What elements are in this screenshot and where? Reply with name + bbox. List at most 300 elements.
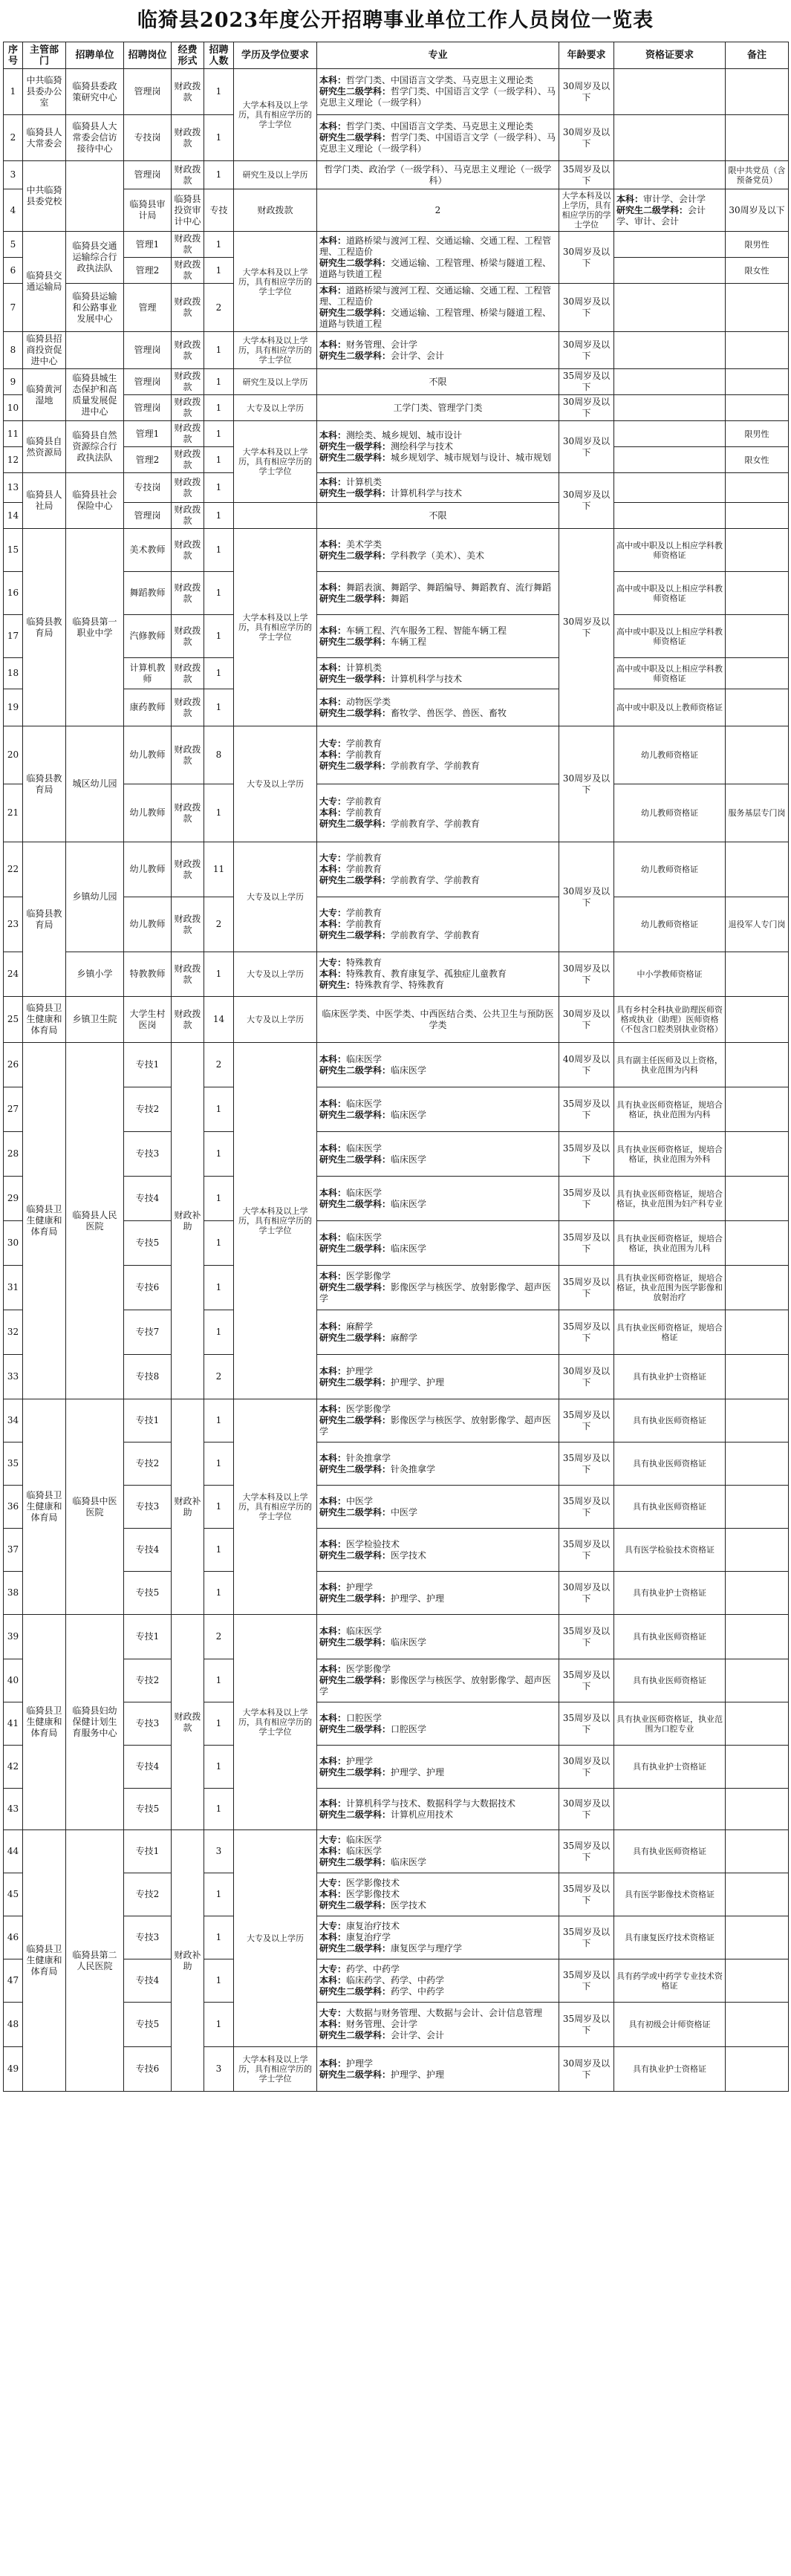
major-cell (317, 1746, 559, 1789)
major-line (319, 697, 556, 708)
major-line (616, 205, 723, 227)
major-value: 工学门类、管理学门类 (393, 402, 483, 413)
unit-cell: 临猗县委政策研究中心 (66, 69, 124, 115)
major-label: 研究生二级学科： (319, 132, 391, 143)
note-cell (726, 529, 789, 572)
major-label: 研究生二级学科： (616, 204, 689, 215)
major-line (319, 2058, 556, 2069)
unit-cell: 临猗县第一职业中学 (66, 529, 124, 726)
certificate-cell (614, 115, 726, 161)
major-label: 大专： (319, 1878, 347, 1888)
post-cell: 大学生村医岗 (124, 997, 172, 1043)
major-label: 研究生二级学科： (319, 452, 391, 463)
major-value: 康复治疗技术 (346, 1921, 400, 1931)
post-cell: 专技岗 (124, 473, 172, 503)
major-line (319, 1507, 556, 1518)
major-line (319, 1377, 556, 1388)
major-line (319, 550, 556, 562)
major-cell (317, 1486, 559, 1529)
age-cell: 35周岁及以下 (559, 1221, 614, 1266)
major-line (319, 1921, 556, 1932)
age-cell: 30周岁及以下 (559, 1746, 614, 1789)
note-cell (726, 1572, 789, 1615)
headcount-cell: 1 (204, 1572, 234, 1615)
major-line (319, 969, 556, 980)
major-label: 本科： (319, 235, 347, 246)
fund-cell: 财政拨款 (172, 997, 204, 1043)
certificate-cell: 具有执业医师资格证，执业范围为口腔专业 (614, 1702, 726, 1746)
certificate-cell: 高中或中职及以上教师资格证 (614, 689, 726, 726)
headcount-cell: 1 (204, 1529, 234, 1572)
major-line (319, 864, 556, 875)
note-cell (726, 284, 789, 332)
post-cell: 专技5 (124, 1221, 172, 1266)
major-line (319, 121, 556, 132)
row-number-cell: 9 (4, 369, 23, 395)
headcount-cell: 1 (204, 689, 234, 726)
headcount-cell: 2 (204, 284, 234, 332)
major-cell (317, 1221, 559, 1266)
fund-cell: 财政拨款 (172, 421, 204, 447)
post-cell: 管理岗 (124, 69, 172, 115)
major-value: 哲学门类、政治学（一级学科）、马克思主义理论（一级学科） (324, 163, 552, 186)
headcount-cell: 1 (204, 1702, 234, 1746)
major-label: 研究生二级学科： (319, 1675, 391, 1685)
major-value: 医学技术 (391, 1900, 427, 1910)
major-value: 临床医学 (391, 1857, 427, 1867)
row-number-cell: 29 (4, 1177, 23, 1221)
age-cell: 35周岁及以下 (559, 1266, 614, 1310)
note-cell (726, 1615, 789, 1659)
note-cell (726, 1746, 789, 1789)
unit-cell: 城区幼儿园 (66, 726, 124, 842)
major-line (319, 980, 556, 991)
major-line (319, 593, 556, 605)
major-label: 研究生二级学科： (319, 593, 391, 604)
education-cell: 大学本科及以上学历，具有相应学历的学士学位 (234, 2047, 317, 2092)
row-number-cell: 45 (4, 1873, 23, 1916)
major-label: 本科： (319, 1098, 347, 1109)
fund-cell: 财政拨款 (172, 369, 204, 395)
major-line (319, 1857, 556, 1868)
major-label: 本科： (319, 1495, 347, 1506)
major-value: 特殊教育学、特殊教育 (355, 980, 445, 990)
row-number-cell: 32 (4, 1310, 23, 1355)
dept-cell: 临猗县卫生健康和体育局 (23, 1830, 66, 2092)
major-value: 医学检验技术 (346, 1538, 400, 1549)
major-line (319, 452, 556, 464)
major-cell (317, 1702, 559, 1746)
major-line (319, 1964, 556, 1975)
headcount-cell: 2 (204, 1355, 234, 1399)
note-cell: 限男性 (726, 232, 789, 258)
major-label: 本科： (319, 285, 347, 296)
certificate-cell: 具有执业医师资格证 (614, 1830, 726, 1873)
note-cell (726, 952, 789, 997)
row-number-cell: 33 (4, 1355, 23, 1399)
note-cell (726, 115, 789, 161)
table-row (4, 421, 789, 447)
major-cell (317, 1873, 559, 1916)
certificate-cell: 具有药学或中药学专业技术资格证 (614, 1959, 726, 2003)
major-label: 研究生： (319, 980, 356, 990)
certificate-cell: 具有乡村全科执业助理医师资格或执业（助理）医师资格（不包含口腔类别执业资格） (614, 997, 726, 1043)
major-value: 会计学、会计 (391, 2030, 445, 2040)
headcount-cell: 14 (204, 997, 234, 1043)
dept-cell: 临猗县卫生健康和体育局 (23, 1399, 66, 1615)
major-cell (317, 1266, 559, 1310)
age-cell: 35周岁及以下 (559, 1529, 614, 1572)
major-line (319, 477, 556, 488)
major-line (319, 2030, 556, 2041)
major-value: 药学、中药学 (391, 1986, 445, 1997)
major-line (319, 285, 556, 308)
headcount-cell: 1 (204, 1659, 234, 1702)
education-cell: 大专及以上学历 (234, 842, 317, 952)
major-value: 口腔医学 (346, 1712, 383, 1723)
major-label: 大专： (319, 957, 347, 968)
note-cell (726, 1443, 789, 1486)
age-cell: 35周岁及以下 (559, 1443, 614, 1486)
major-cell (317, 2003, 559, 2047)
fund-cell: 财政拨款 (172, 897, 204, 952)
major-line (319, 1626, 556, 1637)
age-cell: 30周岁及以下 (559, 332, 614, 369)
row-number-cell: 22 (4, 842, 23, 897)
col-header: 资格证要求 (614, 42, 726, 69)
major-label: 本科： (319, 430, 347, 440)
major-cell (317, 1615, 559, 1659)
education-cell: 大学本科及以上学历，具有相应学历的学士学位 (234, 69, 317, 161)
major-line (319, 1065, 556, 1076)
post-cell: 管理岗 (124, 369, 172, 395)
post-cell: 美术教师 (124, 529, 172, 572)
education-cell: 大学本科及以上学历，具有相应学历的学士学位 (559, 189, 614, 232)
major-cell (317, 1443, 559, 1486)
fund-cell: 财政拨款 (172, 658, 204, 689)
fund-cell: 财政拨款 (172, 726, 204, 784)
fund-cell: 财政拨款 (172, 952, 204, 997)
note-cell (726, 1355, 789, 1399)
major-value: 影像医学与核医学、放射影像学、超声医学 (319, 1282, 552, 1304)
post-cell: 专技1 (124, 1043, 172, 1087)
major-line (319, 488, 556, 499)
age-cell: 30周岁及以下 (559, 284, 614, 332)
major-label: 研究生二级学科： (319, 1198, 391, 1209)
certificate-cell: 具有副主任医师及以上资格，执业范围为内科 (614, 1043, 726, 1087)
row-number-cell: 15 (4, 529, 23, 572)
row-number-cell: 25 (4, 997, 23, 1043)
major-line (319, 582, 556, 593)
major-cell (317, 1529, 559, 1572)
major-value: 口腔医学 (391, 1723, 427, 1734)
major-value: 临床药学、药学、中药学 (346, 1975, 445, 1985)
major-label: 本科： (319, 864, 347, 874)
major-label: 本科： (319, 1404, 347, 1414)
row-number-cell: 44 (4, 1830, 23, 1873)
note-cell (726, 1310, 789, 1355)
fund-cell: 财政拨款 (172, 503, 204, 529)
certificate-cell: 具有执业医师资格证，规培合格证，执业范围为医学影像和放射治疗 (614, 1266, 726, 1310)
age-cell: 35周岁及以下 (559, 1132, 614, 1177)
major-label: 本科： (319, 539, 347, 550)
major-cell (614, 189, 726, 232)
headcount-cell: 1 (204, 529, 234, 572)
major-cell (317, 421, 559, 473)
table-row (4, 161, 789, 189)
fund-cell: 财政拨款 (172, 689, 204, 726)
note-cell (726, 1702, 789, 1746)
major-cell (317, 529, 559, 572)
major-line (319, 625, 556, 637)
major-label: 大专： (319, 738, 347, 749)
col-header: 主管部门 (23, 42, 66, 69)
post-cell: 特教教师 (124, 952, 172, 997)
headcount-cell: 8 (204, 726, 234, 784)
unit-cell: 临猗县交通运输综合行政执法队 (66, 232, 124, 284)
age-cell: 35周岁及以下 (559, 369, 614, 395)
major-label: 本科： (319, 1271, 347, 1281)
major-cell (317, 1959, 559, 2003)
major-value: 护理学 (346, 1581, 374, 1593)
major-label: 研究生二级学科： (319, 550, 391, 561)
major-line (319, 164, 556, 186)
certificate-cell: 具有执业医师资格证，规培合格证，执业范围为内科 (614, 1087, 726, 1132)
major-label: 本科： (319, 1538, 347, 1549)
major-line (319, 1809, 556, 1821)
age-cell: 35周岁及以下 (559, 161, 614, 189)
major-value: 药学、中药学 (346, 1964, 400, 1974)
major-line (319, 441, 556, 452)
post-cell: 专技5 (124, 1572, 172, 1615)
age-cell: 35周岁及以下 (559, 2003, 614, 2047)
certificate-cell: 具有康复医疗技术资格证 (614, 1916, 726, 1959)
note-cell (726, 1873, 789, 1916)
major-line (319, 1143, 556, 1154)
note-cell (726, 473, 789, 503)
row-number-cell: 8 (4, 332, 23, 369)
unit-cell: 临猗县人大常委会信访接待中心 (66, 115, 124, 161)
major-value: 临床医学 (346, 1625, 383, 1636)
education-cell: 大学本科及以上学历，具有相应学历的学士学位 (234, 1615, 317, 1830)
note-cell: 限女性 (726, 258, 789, 284)
headcount-cell: 1 (204, 69, 234, 115)
major-line (319, 1878, 556, 1889)
major-label: 研究生二级学科： (319, 1463, 391, 1474)
row-number-cell: 26 (4, 1043, 23, 1087)
major-label: 本科： (319, 2019, 347, 2029)
major-label: 研究生二级学科： (319, 1766, 391, 1777)
major-label: 本科： (319, 625, 347, 636)
fund-cell: 财政拨款 (172, 784, 204, 842)
unit-cell: 乡镇幼儿园 (66, 842, 124, 952)
certificate-cell: 幼儿教师资格证 (614, 726, 726, 784)
dept-cell: 临猗黄河湿地 (23, 369, 66, 421)
major-label: 研究生一级学科： (319, 673, 391, 684)
row-number-cell: 11 (4, 421, 23, 447)
major-label: 本科： (319, 2058, 347, 2069)
unit-cell: 临猗县第二人民医院 (66, 1830, 124, 2092)
major-cell (317, 2047, 559, 2092)
age-cell: 35周岁及以下 (559, 1310, 614, 1355)
row-number-cell: 5 (4, 232, 23, 258)
major-label: 大专： (319, 1835, 347, 1845)
certificate-cell: 具有执业医师资格证 (614, 1443, 726, 1486)
post-cell: 幼儿教师 (124, 897, 172, 952)
major-label: 研究生二级学科： (319, 1636, 391, 1648)
job-table (3, 42, 789, 2092)
fund-cell: 财政拨款 (172, 395, 204, 421)
headcount-cell: 3 (204, 1830, 234, 1873)
post-cell: 专技4 (124, 1959, 172, 2003)
table-row (4, 332, 789, 369)
major-label: 研究生一级学科： (319, 487, 391, 498)
major-value: 临床医学 (391, 1109, 427, 1120)
certificate-cell: 具有执业护士资格证 (614, 1572, 726, 1615)
post-cell: 管理岗 (124, 161, 172, 189)
major-line (319, 132, 556, 155)
certificate-cell: 具有执业护士资格证 (614, 2047, 726, 2092)
major-value: 会计学、审计、会计 (616, 204, 706, 227)
major-label: 研究生二级学科： (319, 86, 391, 97)
major-label: 本科： (319, 749, 347, 760)
major-line (319, 908, 556, 919)
major-line (319, 403, 556, 414)
col-header: 招聘岗位 (124, 42, 172, 69)
headcount-cell: 1 (204, 421, 234, 447)
major-cell (317, 726, 559, 784)
major-line (319, 663, 556, 674)
certificate-cell: 幼儿教师资格证 (614, 842, 726, 897)
dept-cell: 临猗县招商投资促进中心 (23, 332, 66, 369)
headcount-cell: 1 (204, 332, 234, 369)
age-cell: 35周岁及以下 (559, 1615, 614, 1659)
row-number-cell: 1 (4, 69, 23, 115)
major-value: 临床医学 (346, 1232, 383, 1243)
age-cell: 35周岁及以下 (559, 1959, 614, 2003)
post-cell: 专技3 (124, 1702, 172, 1746)
major-value: 临床医学 (346, 1187, 383, 1198)
dept-cell: 临猗县审计局 (124, 189, 172, 232)
major-value: 麻醉学 (391, 1332, 418, 1343)
major-line (319, 738, 556, 749)
major-line (319, 1713, 556, 1724)
major-label: 本科： (319, 1187, 347, 1198)
major-cell (317, 503, 559, 529)
major-value: 哲学门类、中国语言文学类、马克思主义理论类 (346, 75, 534, 85)
certificate-cell: 具有执业医师资格证 (614, 1615, 726, 1659)
certificate-cell: 幼儿教师资格证 (614, 897, 726, 952)
certificate-cell: 具有执业医师资格证 (614, 1486, 726, 1529)
major-cell (317, 689, 559, 726)
major-value: 哲学门类、中国语言文学（一级学科）、马克思主义理论（一级学科） (319, 132, 556, 154)
row-number-cell: 30 (4, 1221, 23, 1266)
major-value: 计算机类 (346, 662, 383, 673)
major-label: 研究生一级学科： (319, 441, 391, 452)
certificate-cell (614, 69, 726, 115)
major-value: 护理学、护理 (391, 1593, 445, 1604)
row-number-cell: 2 (4, 115, 23, 161)
headcount-cell: 1 (204, 395, 234, 421)
major-line (319, 377, 556, 388)
age-cell: 35周岁及以下 (559, 1916, 614, 1959)
col-header: 序号 (4, 42, 23, 69)
major-line (319, 258, 556, 280)
major-line (319, 1199, 556, 1210)
post-cell: 专技7 (124, 1310, 172, 1355)
major-value: 学前教育学、学前教育 (391, 761, 481, 771)
note-cell (726, 332, 789, 369)
major-line (319, 1188, 556, 1199)
major-cell (317, 115, 559, 161)
row-number-cell: 28 (4, 1132, 23, 1177)
fund-cell: 财政拨款 (172, 258, 204, 284)
post-cell: 专技 (204, 189, 234, 232)
major-value: 临床医学 (346, 1142, 383, 1154)
headcount-cell: 1 (204, 658, 234, 689)
certificate-cell: 具有执业医师资格证 (614, 1399, 726, 1443)
certificate-cell: 具有执业医师资格证，规培合格证 (614, 1310, 726, 1355)
major-line (319, 1539, 556, 1550)
certificate-cell (614, 369, 726, 395)
table-row (4, 69, 789, 115)
major-line (319, 510, 556, 521)
major-value: 麻醉学 (346, 1321, 374, 1332)
major-value: 针灸推拿学 (391, 1463, 436, 1474)
headcount-cell: 1 (204, 1177, 234, 1221)
major-value: 康复医学与理疗学 (391, 1943, 463, 1954)
major-line (319, 853, 556, 864)
major-label: 研究生二级学科： (319, 1376, 391, 1388)
age-cell: 35周岁及以下 (559, 1702, 614, 1746)
note-cell (726, 395, 789, 421)
fund-cell: 财政拨款 (234, 189, 317, 232)
major-line (319, 1366, 556, 1377)
certificate-cell: 具有执业医师资格证，规培合格证，执业范围为妇产科专业 (614, 1177, 726, 1221)
major-label: 研究生二级学科： (319, 1900, 391, 1910)
table-row (4, 842, 789, 897)
major-value: 美术学类 (346, 539, 383, 550)
unit-cell (66, 332, 124, 369)
post-cell: 汽修教师 (124, 615, 172, 658)
major-value: 畜牧学、兽医学、兽医、畜牧 (391, 707, 507, 718)
major-value: 审计学、会计学 (643, 193, 706, 204)
certificate-cell (614, 447, 726, 473)
headcount-cell: 1 (204, 784, 234, 842)
post-cell: 管理岗 (124, 332, 172, 369)
major-cell (317, 615, 559, 658)
note-cell (726, 1916, 789, 1959)
major-value: 学前教育学、学前教育 (391, 930, 481, 940)
major-value: 临床医学 (391, 1243, 427, 1254)
row-number-cell: 13 (4, 473, 23, 503)
major-line (319, 875, 556, 886)
major-label: 本科： (319, 1664, 347, 1674)
major-label: 研究生二级学科： (319, 308, 391, 318)
post-cell: 幼儿教师 (124, 726, 172, 784)
age-cell: 30周岁及以下 (559, 997, 614, 1043)
row-number-cell: 24 (4, 952, 23, 997)
page-title: 临猗县2023年度公开招聘事业单位工作人员岗位一览表 (137, 9, 654, 32)
major-cell (317, 1177, 559, 1221)
table-row (4, 284, 789, 332)
post-cell: 专技1 (124, 1615, 172, 1659)
certificate-cell (614, 473, 726, 503)
education-cell: 大学本科及以上学历，具有相应学历的学士学位 (234, 529, 317, 726)
post-cell: 康药教师 (124, 689, 172, 726)
header-row (4, 42, 789, 69)
headcount-cell: 1 (204, 615, 234, 658)
